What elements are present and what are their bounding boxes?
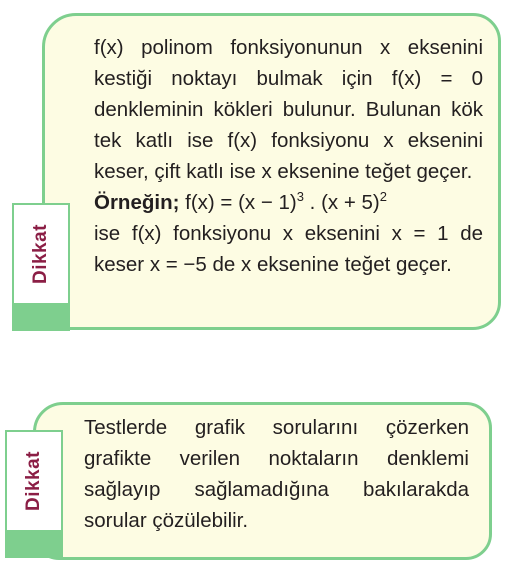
- note-text-1: [94, 32, 483, 280]
- dikkat-label-1: Dikkat: [30, 223, 51, 285]
- dikkat-label-2: Dikkat: [23, 450, 44, 512]
- example-line: [94, 187, 483, 218]
- note-paragraph-1: f(x) polinom fonksiyonunun x eksenini kestiği noktayı bulmak için f(x) = 0 denkleminin kökleri bulunur. Bulunan kök tek katlı ise f(x) fonksiyonu x eksenini keser, çift katlı ise x eksenine teğet geçer.: [94, 36, 483, 183]
- dikkat-tag-foot-2: [5, 530, 63, 558]
- note-text-2: [84, 412, 469, 536]
- example-exp-1: 3: [296, 189, 304, 205]
- dikkat-tag-1: [12, 203, 70, 303]
- example-label: Örneğin;: [94, 191, 180, 214]
- dikkat-tag-foot-1: [12, 303, 70, 331]
- note-paragraph-2: Testlerde grafik sorularını çözerken grafikte verilen noktaların denklemi sağlayıp sağlamadığına bakılarakda sorular çözülebilir.: [84, 416, 469, 532]
- example-exp-2: 2: [379, 189, 387, 205]
- example-expr-2: . (x + 5): [303, 191, 380, 214]
- dikkat-tag-2: [5, 430, 63, 530]
- example-result: ise f(x) fonksiyonu x eksenini x = 1 de keser x = −5 de x eksenine teğet geçer.: [94, 222, 483, 276]
- example-expr-1: f(x) = (x − 1): [179, 191, 297, 214]
